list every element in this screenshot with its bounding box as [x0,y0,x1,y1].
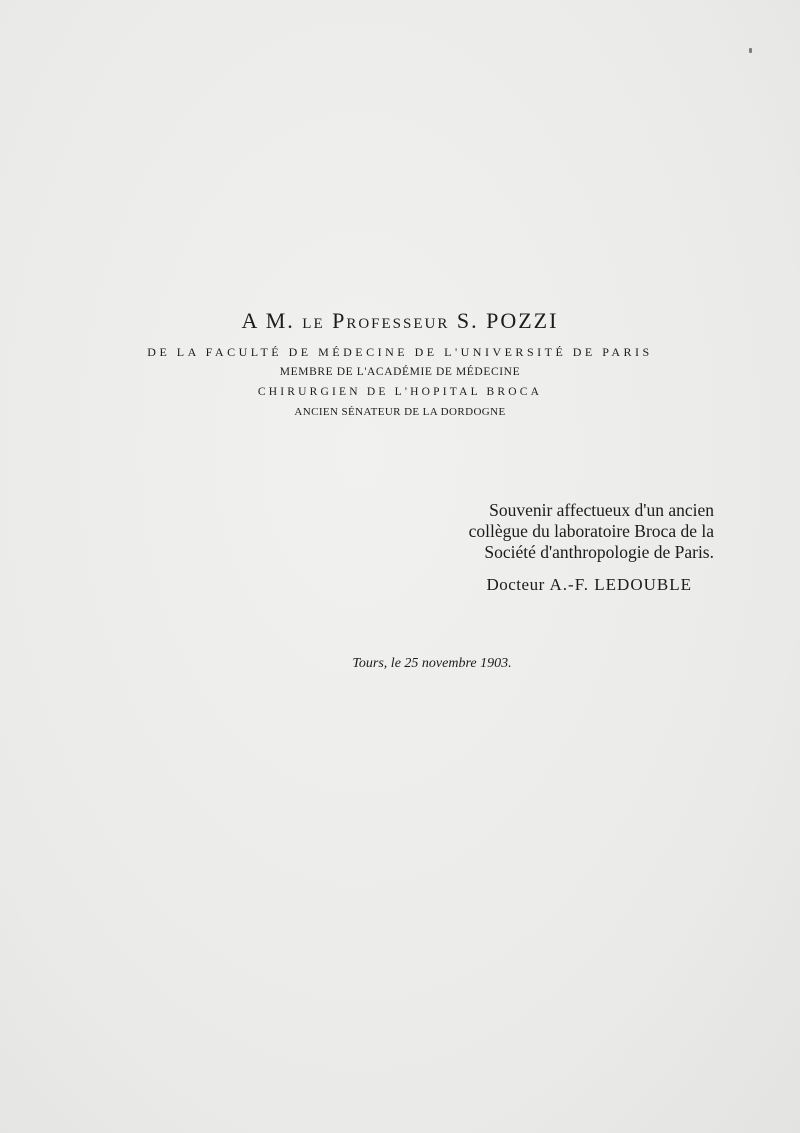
place-date: Tours, le 25 novembre 1903. [352,656,512,671]
title-senator: ANCIEN SÉNATEUR DE LA DORDOGNE [294,406,506,418]
dedicatee-titles [0,342,800,422]
title-surgeon: CHIRURGIEN DE L'HOPITAL BROCA [257,386,543,398]
signature [400,575,692,595]
signature-name: A.-F. LEDOUBLE [549,575,692,594]
message-line: Société d'anthropologie de Paris. [484,542,714,562]
message-line: Souvenir affectueux d'un ancien [489,500,714,520]
dedication-message [378,500,714,563]
message-line: collègue du laboratoire Broca de la [468,521,714,541]
dedication-heading: A M. le Professeur S. POZZI [241,308,559,333]
page-speck [749,48,752,53]
title-faculty: DE LA FACULTÉ DE MÉDECINE DE L'UNIVERSITÉ DE PARIS [147,345,653,359]
title-academy: MEMBRE DE L'ACADÉMIE DE MÉDECINE [279,366,521,378]
signature-title: Docteur [486,575,545,594]
